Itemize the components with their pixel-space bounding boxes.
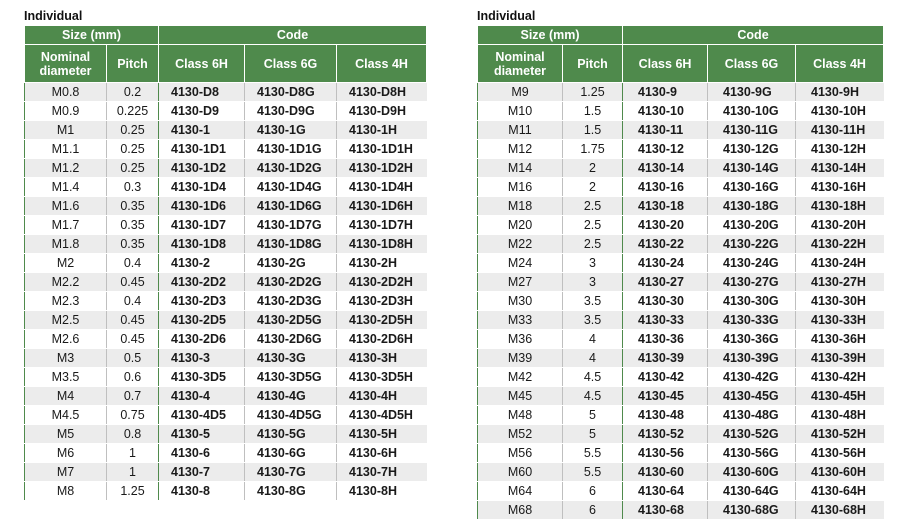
table-row <box>25 216 427 235</box>
nominal-diameter-cell: M60 <box>478 463 563 482</box>
class-4h-code-cell: 4130-30H <box>796 292 884 311</box>
table-row <box>25 254 427 273</box>
table-row <box>478 159 884 178</box>
pitch-cell: 1.25 <box>563 83 623 102</box>
class-6h-code-cell: 4130-D9 <box>159 102 245 121</box>
nominal-diameter-cell: M68 <box>478 501 563 520</box>
nominal-diameter-cell: M20 <box>478 216 563 235</box>
nominal-diameter-cell: M9 <box>478 83 563 102</box>
table-row <box>25 83 427 102</box>
class-6g-code-cell: 4130-7G <box>245 463 337 482</box>
table-row <box>478 501 884 520</box>
table-row <box>25 425 427 444</box>
code-header: Code <box>159 26 427 45</box>
class-6g-code-cell: 4130-24G <box>708 254 796 273</box>
nominal-diameter-cell: M4 <box>25 387 107 406</box>
class-6h-header: Class 6H <box>159 45 245 83</box>
table-row <box>478 273 884 292</box>
pitch-cell: 0.225 <box>107 102 159 121</box>
class-4h-code-cell: 4130-1D1H <box>337 140 427 159</box>
nominal-diameter-cell: M0.9 <box>25 102 107 121</box>
table-row <box>478 235 884 254</box>
pitch-cell: 5 <box>563 425 623 444</box>
class-4h-code-cell: 4130-1D7H <box>337 216 427 235</box>
class-6g-code-cell: 4130-52G <box>708 425 796 444</box>
nominal-diameter-cell: M1 <box>25 121 107 140</box>
nominal-diameter-cell: M42 <box>478 368 563 387</box>
table-row <box>25 235 427 254</box>
nominal-diameter-cell: M64 <box>478 482 563 501</box>
class-6g-code-cell: 4130-2D5G <box>245 311 337 330</box>
pitch-cell: 4.5 <box>563 368 623 387</box>
class-6g-code-cell: 4130-20G <box>708 216 796 235</box>
pitch-cell: 4 <box>563 330 623 349</box>
left-spec-table <box>24 25 427 501</box>
pitch-cell: 1.75 <box>563 140 623 159</box>
class-6g-code-cell: 4130-2D3G <box>245 292 337 311</box>
class-4h-code-cell: 4130-7H <box>337 463 427 482</box>
class-4h-code-cell: 4130-14H <box>796 159 884 178</box>
nominal-label: Nominal <box>495 49 545 64</box>
class-6h-code-cell: 4130-6 <box>159 444 245 463</box>
pitch-cell: 0.35 <box>107 235 159 254</box>
pitch-cell: 0.45 <box>107 330 159 349</box>
table-row <box>478 292 884 311</box>
pitch-cell: 5.5 <box>563 444 623 463</box>
class-6g-code-cell: 4130-2D2G <box>245 273 337 292</box>
class-6h-code-cell: 4130-42 <box>623 368 708 387</box>
class-4h-code-cell: 4130-6H <box>337 444 427 463</box>
right-spec-table <box>477 25 884 520</box>
pitch-cell: 4.5 <box>563 387 623 406</box>
class-6g-code-cell: 4130-D9G <box>245 102 337 121</box>
class-6g-code-cell: 4130-1G <box>245 121 337 140</box>
class-4h-code-cell: 4130-2D5H <box>337 311 427 330</box>
class-6g-code-cell: 4130-39G <box>708 349 796 368</box>
table-row <box>25 444 427 463</box>
nominal-diameter-cell: M1.6 <box>25 197 107 216</box>
class-6g-code-cell: 4130-45G <box>708 387 796 406</box>
class-6g-code-cell: 4130-D8G <box>245 83 337 102</box>
pitch-cell: 3 <box>563 273 623 292</box>
left-caption: Individual <box>24 9 83 23</box>
table-row <box>25 178 427 197</box>
class-4h-code-cell: 4130-3D5H <box>337 368 427 387</box>
class-6h-code-cell: 4130-4 <box>159 387 245 406</box>
table-row <box>25 197 427 216</box>
class-6h-code-cell: 4130-64 <box>623 482 708 501</box>
class-6h-code-cell: 4130-1D6 <box>159 197 245 216</box>
class-4h-code-cell: 4130-68H <box>796 501 884 520</box>
class-4h-code-cell: 4130-18H <box>796 197 884 216</box>
class-6h-code-cell: 4130-2 <box>159 254 245 273</box>
table-row <box>25 387 427 406</box>
pitch-header: Pitch <box>563 45 623 83</box>
class-6g-code-cell: 4130-64G <box>708 482 796 501</box>
class-6g-code-cell: 4130-11G <box>708 121 796 140</box>
class-4h-code-cell: 4130-64H <box>796 482 884 501</box>
diameter-label: diameter <box>493 63 547 78</box>
class-4h-code-cell: 4130-39H <box>796 349 884 368</box>
nominal-diameter-cell: M1.4 <box>25 178 107 197</box>
class-6g-header: Class 6G <box>245 45 337 83</box>
class-6h-code-cell: 4130-33 <box>623 311 708 330</box>
nominal-diameter-cell: M36 <box>478 330 563 349</box>
class-6h-code-cell: 4130-68 <box>623 501 708 520</box>
table-row <box>478 102 884 121</box>
class-6g-code-cell: 4130-68G <box>708 501 796 520</box>
class-6h-code-cell: 4130-2D2 <box>159 273 245 292</box>
class-6h-code-cell: 4130-52 <box>623 425 708 444</box>
pitch-cell: 0.45 <box>107 311 159 330</box>
nominal-diameter-cell: M16 <box>478 178 563 197</box>
nominal-diameter-cell: M27 <box>478 273 563 292</box>
class-4h-code-cell: 4130-42H <box>796 368 884 387</box>
class-6h-code-cell: 4130-2D3 <box>159 292 245 311</box>
class-6g-code-cell: 4130-1D2G <box>245 159 337 178</box>
class-6h-code-cell: 4130-5 <box>159 425 245 444</box>
class-6g-code-cell: 4130-6G <box>245 444 337 463</box>
table-row <box>478 444 884 463</box>
class-4h-code-cell: 4130-1D8H <box>337 235 427 254</box>
class-6g-code-cell: 4130-1D6G <box>245 197 337 216</box>
class-4h-code-cell: 4130-10H <box>796 102 884 121</box>
pitch-cell: 0.4 <box>107 292 159 311</box>
nominal-diameter-cell: M12 <box>478 140 563 159</box>
class-4h-code-cell: 4130-8H <box>337 482 427 501</box>
class-4h-code-cell: 4130-36H <box>796 330 884 349</box>
pitch-cell: 2 <box>563 159 623 178</box>
class-4h-code-cell: 4130-60H <box>796 463 884 482</box>
pitch-cell: 0.25 <box>107 140 159 159</box>
pitch-cell: 0.45 <box>107 273 159 292</box>
table-row <box>478 83 884 102</box>
table-row <box>25 273 427 292</box>
pitch-header: Pitch <box>107 45 159 83</box>
class-6h-code-cell: 4130-18 <box>623 197 708 216</box>
class-6h-code-cell: 4130-1D1 <box>159 140 245 159</box>
class-6h-code-cell: 4130-1D7 <box>159 216 245 235</box>
class-6g-code-cell: 4130-1D7G <box>245 216 337 235</box>
class-6g-code-cell: 4130-30G <box>708 292 796 311</box>
class-4h-code-cell: 4130-D8H <box>337 83 427 102</box>
class-6h-code-cell: 4130-12 <box>623 140 708 159</box>
right-caption: Individual <box>477 9 536 23</box>
table-row <box>478 463 884 482</box>
class-6g-code-cell: 4130-33G <box>708 311 796 330</box>
class-6h-code-cell: 4130-27 <box>623 273 708 292</box>
table-row <box>478 330 884 349</box>
nominal-diameter-header <box>478 45 563 83</box>
nominal-diameter-cell: M1.8 <box>25 235 107 254</box>
nominal-diameter-cell: M3.5 <box>25 368 107 387</box>
table-row <box>25 102 427 121</box>
nominal-diameter-cell: M30 <box>478 292 563 311</box>
pitch-cell: 0.8 <box>107 425 159 444</box>
table-row <box>478 121 884 140</box>
pitch-cell: 3.5 <box>563 292 623 311</box>
nominal-diameter-cell: M10 <box>478 102 563 121</box>
table-row <box>25 349 427 368</box>
class-6g-code-cell: 4130-48G <box>708 406 796 425</box>
nominal-label: Nominal <box>40 49 91 64</box>
class-6h-code-cell: 4130-14 <box>623 159 708 178</box>
nominal-diameter-cell: M2.5 <box>25 311 107 330</box>
table-row <box>478 425 884 444</box>
class-4h-code-cell: 4130-24H <box>796 254 884 273</box>
table-row <box>25 368 427 387</box>
table-row <box>478 140 884 159</box>
pitch-cell: 1 <box>107 444 159 463</box>
class-6g-code-cell: 4130-3G <box>245 349 337 368</box>
nominal-diameter-cell: M39 <box>478 349 563 368</box>
pitch-cell: 1.25 <box>107 482 159 501</box>
size-header: Size (mm) <box>478 26 623 45</box>
nominal-diameter-cell: M14 <box>478 159 563 178</box>
class-6h-code-cell: 4130-2D6 <box>159 330 245 349</box>
class-6g-code-cell: 4130-14G <box>708 159 796 178</box>
pitch-cell: 4 <box>563 349 623 368</box>
pitch-cell: 2.5 <box>563 216 623 235</box>
table-row <box>478 368 884 387</box>
pitch-cell: 0.3 <box>107 178 159 197</box>
class-4h-code-cell: 4130-12H <box>796 140 884 159</box>
class-6h-code-cell: 4130-3D5 <box>159 368 245 387</box>
diameter-label: diameter <box>39 63 92 78</box>
class-4h-code-cell: 4130-11H <box>796 121 884 140</box>
class-6g-code-cell: 4130-2D6G <box>245 330 337 349</box>
class-6h-code-cell: 4130-4D5 <box>159 406 245 425</box>
class-6g-code-cell: 4130-4G <box>245 387 337 406</box>
class-6h-code-cell: 4130-1D8 <box>159 235 245 254</box>
class-4h-code-cell: 4130-33H <box>796 311 884 330</box>
class-6g-code-cell: 4130-1D4G <box>245 178 337 197</box>
table-row <box>25 140 427 159</box>
pitch-cell: 2.5 <box>563 235 623 254</box>
table-row <box>25 330 427 349</box>
table-row <box>478 387 884 406</box>
table-row <box>478 311 884 330</box>
class-4h-code-cell: 4130-5H <box>337 425 427 444</box>
class-4h-code-cell: 4130-52H <box>796 425 884 444</box>
table-row <box>25 463 427 482</box>
class-4h-code-cell: 4130-20H <box>796 216 884 235</box>
nominal-diameter-cell: M56 <box>478 444 563 463</box>
table-row <box>25 406 427 425</box>
nominal-diameter-cell: M2.6 <box>25 330 107 349</box>
class-4h-code-cell: 4130-2D6H <box>337 330 427 349</box>
class-6h-code-cell: 4130-9 <box>623 83 708 102</box>
class-6g-code-cell: 4130-1D8G <box>245 235 337 254</box>
class-6g-code-cell: 4130-5G <box>245 425 337 444</box>
pitch-cell: 1.5 <box>563 121 623 140</box>
left-table-panel <box>24 8 426 501</box>
class-4h-code-cell: 4130-4D5H <box>337 406 427 425</box>
class-6h-code-cell: 4130-7 <box>159 463 245 482</box>
code-header: Code <box>623 26 884 45</box>
left-table-body <box>25 83 427 501</box>
pitch-cell: 6 <box>563 482 623 501</box>
table-row <box>478 216 884 235</box>
table-row <box>478 349 884 368</box>
class-6g-code-cell: 4130-36G <box>708 330 796 349</box>
table-row <box>25 482 427 501</box>
nominal-diameter-cell: M1.7 <box>25 216 107 235</box>
class-4h-code-cell: 4130-1D2H <box>337 159 427 178</box>
nominal-diameter-cell: M2.2 <box>25 273 107 292</box>
pitch-cell: 0.35 <box>107 216 159 235</box>
class-6g-code-cell: 4130-18G <box>708 197 796 216</box>
right-table-body <box>478 83 884 520</box>
table-row <box>478 482 884 501</box>
pitch-cell: 2.5 <box>563 197 623 216</box>
class-4h-code-cell: 4130-2D2H <box>337 273 427 292</box>
class-6g-code-cell: 4130-10G <box>708 102 796 121</box>
class-4h-code-cell: 4130-1H <box>337 121 427 140</box>
pitch-cell: 5.5 <box>563 463 623 482</box>
class-4h-code-cell: 4130-45H <box>796 387 884 406</box>
class-6g-header: Class 6G <box>708 45 796 83</box>
pitch-cell: 3.5 <box>563 311 623 330</box>
class-6g-code-cell: 4130-16G <box>708 178 796 197</box>
table-row <box>25 121 427 140</box>
class-4h-code-cell: 4130-2D3H <box>337 292 427 311</box>
class-6g-code-cell: 4130-56G <box>708 444 796 463</box>
nominal-diameter-cell: M2.3 <box>25 292 107 311</box>
class-6h-code-cell: 4130-56 <box>623 444 708 463</box>
table-row <box>478 406 884 425</box>
class-6h-code-cell: 4130-30 <box>623 292 708 311</box>
pitch-cell: 1 <box>107 463 159 482</box>
pitch-cell: 1.5 <box>563 102 623 121</box>
nominal-diameter-cell: M52 <box>478 425 563 444</box>
class-6h-code-cell: 4130-2D5 <box>159 311 245 330</box>
pitch-cell: 0.25 <box>107 159 159 178</box>
table-row <box>25 159 427 178</box>
class-4h-code-cell: 4130-56H <box>796 444 884 463</box>
class-4h-header: Class 4H <box>796 45 884 83</box>
class-4h-code-cell: 4130-1D4H <box>337 178 427 197</box>
class-6h-code-cell: 4130-20 <box>623 216 708 235</box>
class-4h-code-cell: 4130-48H <box>796 406 884 425</box>
nominal-diameter-cell: M11 <box>478 121 563 140</box>
pitch-cell: 0.4 <box>107 254 159 273</box>
pitch-cell: 0.5 <box>107 349 159 368</box>
pitch-cell: 5 <box>563 406 623 425</box>
pitch-cell: 0.2 <box>107 83 159 102</box>
class-6g-code-cell: 4130-1D1G <box>245 140 337 159</box>
class-6g-code-cell: 4130-3D5G <box>245 368 337 387</box>
class-4h-code-cell: 4130-2H <box>337 254 427 273</box>
table-row <box>478 254 884 273</box>
pitch-cell: 0.7 <box>107 387 159 406</box>
nominal-diameter-cell: M0.8 <box>25 83 107 102</box>
class-6h-header: Class 6H <box>623 45 708 83</box>
nominal-diameter-cell: M1.1 <box>25 140 107 159</box>
class-4h-code-cell: 4130-4H <box>337 387 427 406</box>
class-6g-code-cell: 4130-12G <box>708 140 796 159</box>
nominal-diameter-header <box>25 45 107 83</box>
class-6h-code-cell: 4130-3 <box>159 349 245 368</box>
class-6h-code-cell: 4130-39 <box>623 349 708 368</box>
class-6h-code-cell: 4130-45 <box>623 387 708 406</box>
nominal-diameter-cell: M22 <box>478 235 563 254</box>
class-4h-code-cell: 4130-1D6H <box>337 197 427 216</box>
class-4h-code-cell: 4130-16H <box>796 178 884 197</box>
table-row <box>478 178 884 197</box>
class-6g-code-cell: 4130-2G <box>245 254 337 273</box>
class-6h-code-cell: 4130-8 <box>159 482 245 501</box>
nominal-diameter-cell: M3 <box>25 349 107 368</box>
class-6g-code-cell: 4130-4D5G <box>245 406 337 425</box>
class-4h-code-cell: 4130-9H <box>796 83 884 102</box>
class-6h-code-cell: 4130-24 <box>623 254 708 273</box>
nominal-diameter-cell: M1.2 <box>25 159 107 178</box>
pitch-cell: 6 <box>563 501 623 520</box>
nominal-diameter-cell: M24 <box>478 254 563 273</box>
class-6g-code-cell: 4130-22G <box>708 235 796 254</box>
class-6h-code-cell: 4130-48 <box>623 406 708 425</box>
class-6h-code-cell: 4130-11 <box>623 121 708 140</box>
class-6h-code-cell: 4130-1 <box>159 121 245 140</box>
class-4h-code-cell: 4130-D9H <box>337 102 427 121</box>
nominal-diameter-cell: M18 <box>478 197 563 216</box>
pitch-cell: 0.25 <box>107 121 159 140</box>
nominal-diameter-cell: M8 <box>25 482 107 501</box>
size-header: Size (mm) <box>25 26 159 45</box>
pitch-cell: 0.75 <box>107 406 159 425</box>
table-row <box>25 311 427 330</box>
pitch-cell: 3 <box>563 254 623 273</box>
nominal-diameter-cell: M4.5 <box>25 406 107 425</box>
pitch-cell: 0.35 <box>107 197 159 216</box>
class-6h-code-cell: 4130-16 <box>623 178 708 197</box>
pitch-cell: 0.6 <box>107 368 159 387</box>
table-row <box>478 197 884 216</box>
class-6g-code-cell: 4130-27G <box>708 273 796 292</box>
nominal-diameter-cell: M6 <box>25 444 107 463</box>
class-6g-code-cell: 4130-9G <box>708 83 796 102</box>
class-6g-code-cell: 4130-8G <box>245 482 337 501</box>
class-6h-code-cell: 4130-22 <box>623 235 708 254</box>
nominal-diameter-cell: M5 <box>25 425 107 444</box>
class-6h-code-cell: 4130-36 <box>623 330 708 349</box>
nominal-diameter-cell: M45 <box>478 387 563 406</box>
nominal-diameter-cell: M2 <box>25 254 107 273</box>
class-6h-code-cell: 4130-1D4 <box>159 178 245 197</box>
class-4h-header: Class 4H <box>337 45 427 83</box>
class-6g-code-cell: 4130-60G <box>708 463 796 482</box>
class-6g-code-cell: 4130-42G <box>708 368 796 387</box>
table-row <box>25 292 427 311</box>
class-4h-code-cell: 4130-3H <box>337 349 427 368</box>
right-table-panel <box>477 8 883 520</box>
nominal-diameter-cell: M48 <box>478 406 563 425</box>
class-4h-code-cell: 4130-27H <box>796 273 884 292</box>
class-6h-code-cell: 4130-D8 <box>159 83 245 102</box>
pitch-cell: 2 <box>563 178 623 197</box>
nominal-diameter-cell: M7 <box>25 463 107 482</box>
nominal-diameter-cell: M33 <box>478 311 563 330</box>
class-6h-code-cell: 4130-1D2 <box>159 159 245 178</box>
class-6h-code-cell: 4130-10 <box>623 102 708 121</box>
class-6h-code-cell: 4130-60 <box>623 463 708 482</box>
class-4h-code-cell: 4130-22H <box>796 235 884 254</box>
